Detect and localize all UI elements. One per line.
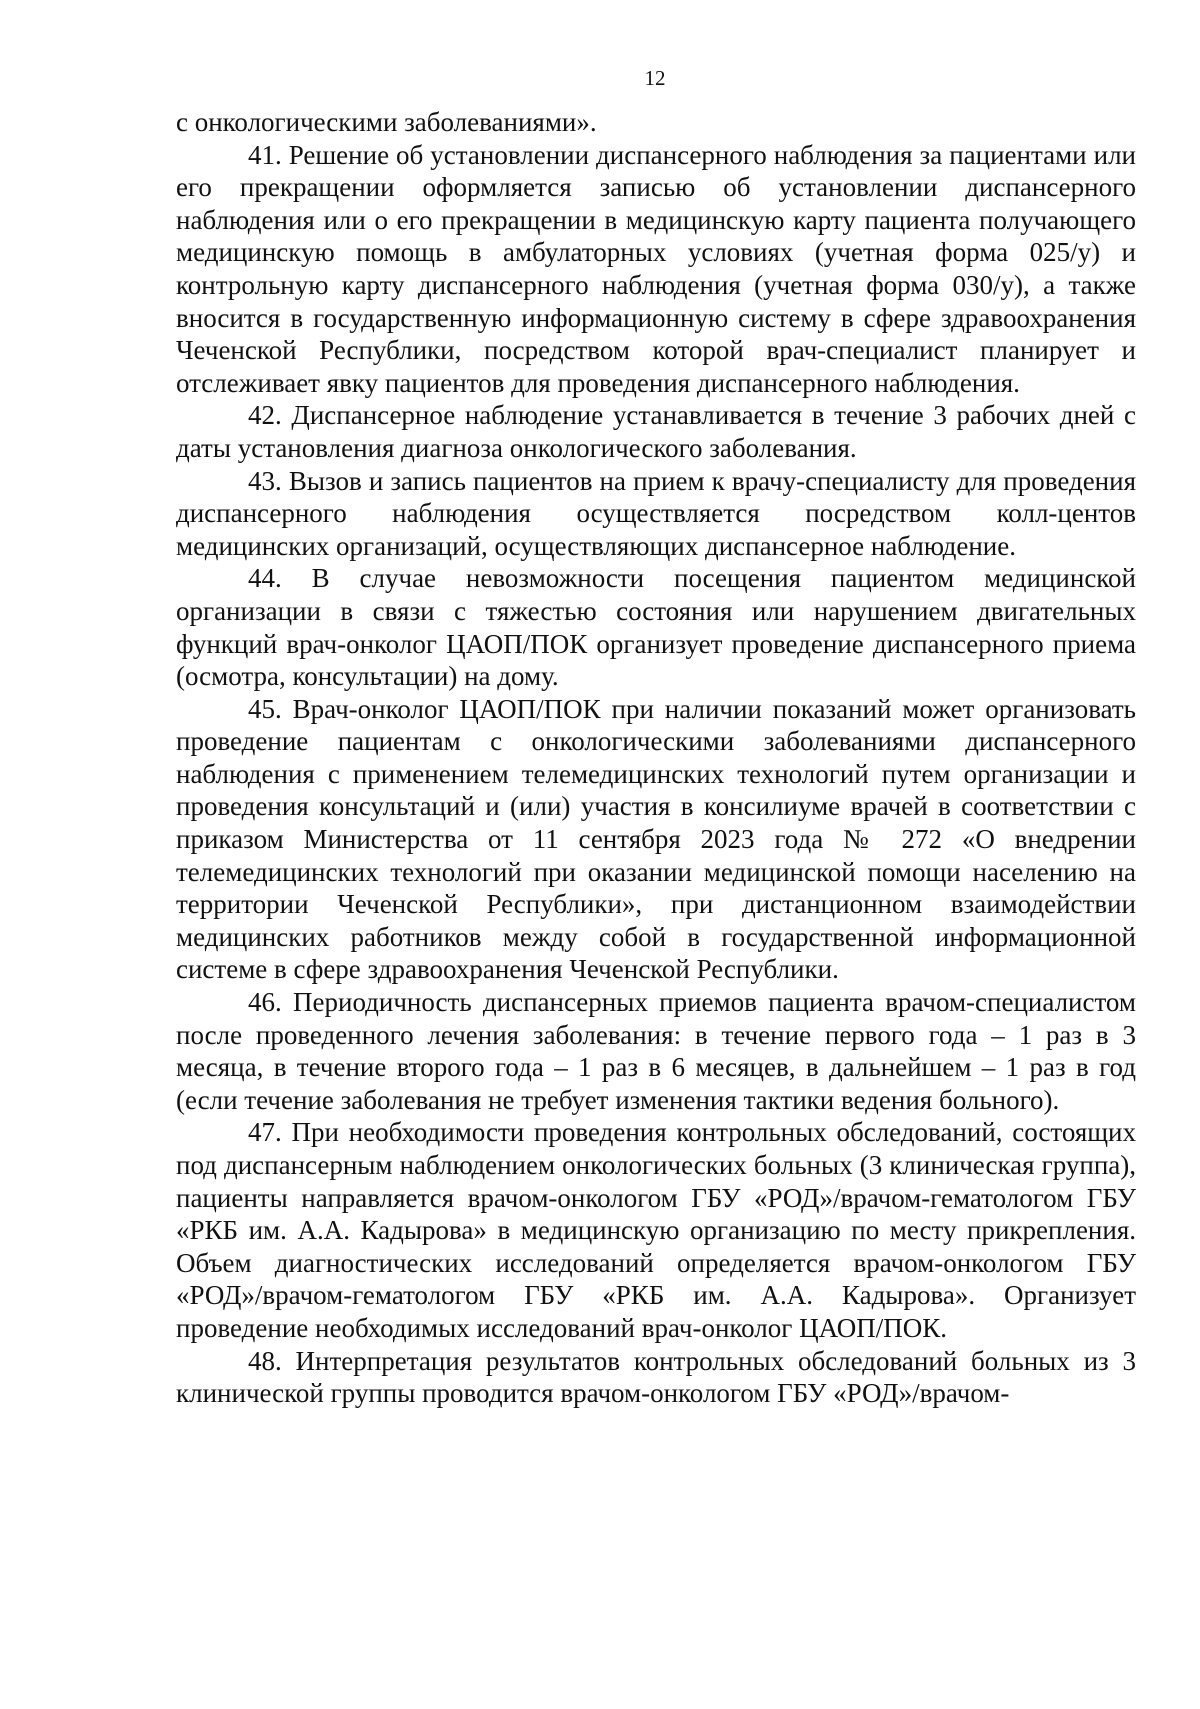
paragraph-42: 42. Диспансерное наблюдение устанавливается в течение 3 рабочих дней с даты установления диагноза онкологического заболевания. [176, 400, 1136, 463]
document-body [176, 106, 1136, 1410]
paragraph-44: 44. В случае невозможности посещения пациентом медицинской организации в связи с тяжестью состояния или нарушением двигательных функций врач-онколог ЦАОП/ПОК организует проведение диспансерного приема (осмотра, консультации) на дому. [176, 563, 1136, 692]
paragraph-43: 43. Вызов и запись пациентов на прием к врачу-специалисту для проведения диспансерного наблюдения осуществляется посредством колл-центов медицинских организаций, осуществляющих диспансерное наблюдение. [176, 465, 1136, 561]
paragraph-continuation: с онкологическими заболеваниями». [176, 107, 597, 137]
paragraph-48: 48. Интерпретация результатов контрольных обследований больных из 3 клинической группы проводится врачом-онкологом ГБУ «РОД»/врачом- [176, 1345, 1136, 1409]
paragraph-46: 46. Периодичность диспансерных приемов пациента врачом-специалистом после проведенного лечения заболевания: в течение первого года – 1 раз в 3 месяца, в течение второго года – 1 раз в 6 месяцев, в дальнейшем – 1 раз в год (если течение заболевания не требует изменения тактики ведения больного). [176, 987, 1136, 1115]
paragraph-41: 41. Решение об установлении диспансерного наблюдения за пациентами или его прекращении оформляется записью об установлении диспансерного наблюдения или о его прекращении в медицинскую карту пациента получающего медицинскую помощь в амбулаторных условиях (учетная форма 025/у) и контрольную карту диспансерного наблюдения (учетная форма 030/у), а также вносится в государственную информационную систему в сфере здравоохранения Чеченской Республики, посредством которой врач-специалист планирует и отслеживает явку пациентов для проведения диспансерного наблюдения. [176, 139, 1136, 398]
paragraph-45: 45. Врач-онколог ЦАОП/ПОК при наличии показаний может организовать проведение пациентам с онкологическими заболеваниями диспансерного наблюдения с применением телемедицинских технологий путем организации и проведения консультаций и (или) участия в консилиуме врачей в соответствии с приказом Министерства от 11 сентября 2023 года № 272 «О внедрении телемедицинских технологий при оказании медицинской помощи населению на территории Чеченской Республики», при дистанционном взаимодействии медицинских работников между собой в государственной информационной системе в сфере здравоохранения Чеченской Республики. [176, 693, 1136, 985]
page-number: 12 [644, 66, 666, 90]
paragraph-47: 47. При необходимости проведения контрольных обследований, состоящих под диспансерным наблюдением онкологических больных (3 клиническая группа), пациенты направляется врачом-онкологом ГБУ «РОД»/врачом-гематологом ГБУ «РКБ им. А.А. Кадырова» в медицинскую организацию по месту прикрепления. Объем диагностических исследований определяется врачом-онкологом ГБУ «РОД»/врачом-гематологом ГБУ «РКБ им. А.А. Кадырова». Организует проведение необходимых исследований врач-онколог ЦАОП/ПОК. [176, 1117, 1136, 1343]
